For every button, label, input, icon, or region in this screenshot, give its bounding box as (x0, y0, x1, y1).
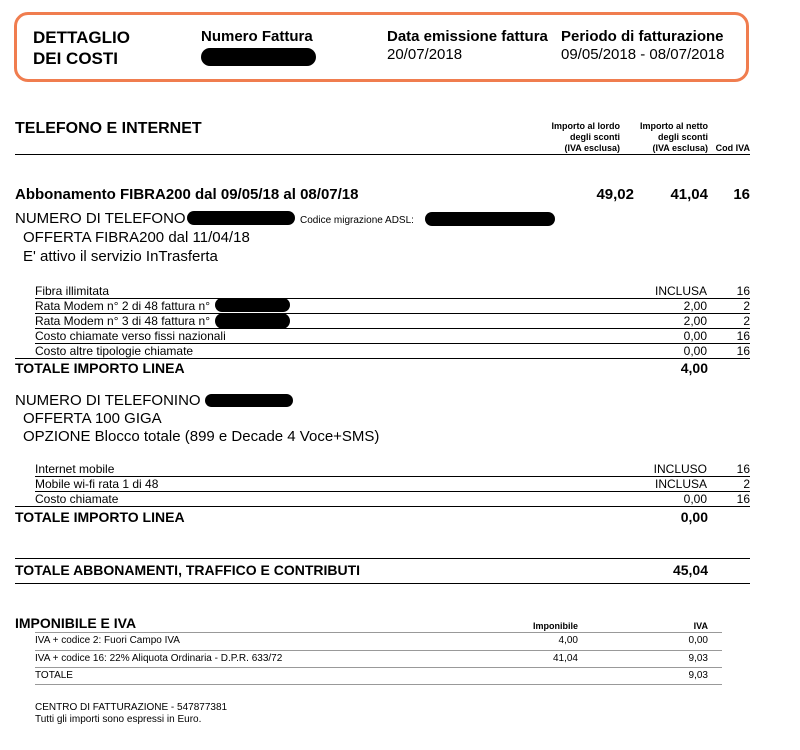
divider (15, 154, 750, 155)
line-item: Rata Modem n° 2 di 48 fattura n° 2,00 2 (35, 299, 750, 313)
offer-label: OFFERTA FIBRA200 dal 11/04/18 (23, 229, 250, 246)
column-header-taxable: Imponibile (533, 621, 578, 631)
section-title-phone-internet: TELEFONO E INTERNET (15, 120, 202, 137)
subscription-label: Abbonamento FIBRA200 dal 09/05/18 al 08/07/18 (15, 186, 359, 203)
divider (15, 583, 750, 584)
subscription-vat-code: 16 (733, 186, 750, 203)
divider (35, 667, 722, 668)
redacted-migration-code (425, 212, 555, 226)
divider (35, 650, 722, 651)
currency-note: Tutti gli importi sono espressi in Euro. (35, 714, 202, 725)
grand-total-value: 45,04 (672, 562, 708, 578)
grand-total-label: TOTALE ABBONAMENTI, TRAFFICO E CONTRIBUTI (15, 562, 361, 578)
option-label: OPZIONE Blocco totale (899 e Decade 4 Voce+SMS) (23, 428, 380, 445)
offer-label: OFFERTA 100 GIGA (23, 410, 162, 427)
divider (35, 632, 722, 633)
subscription-net: 41,04 (670, 186, 708, 203)
redacted-invoice-number (201, 48, 316, 66)
column-header-vat-code: Cod IVA (715, 143, 750, 153)
issue-date-label: Data emissione fattura (387, 28, 548, 45)
column-header-vat: IVA (693, 621, 708, 631)
line-item: Costo chiamate 0,00 16 (35, 492, 750, 506)
subscription-gross: 49,02 (596, 186, 634, 203)
line-item: Mobile wi-fi rata 1 di 48 INCLUSA 2 (35, 477, 750, 491)
line-item: Costo chiamate verso fissi nazionali 0,00 16 (35, 329, 750, 343)
service-label: E' attivo il servizio InTrasferta (23, 248, 218, 265)
tax-total-row: TOTALE 9,03 (35, 670, 708, 681)
billing-period: 09/05/2018 - 08/07/2018 (561, 46, 725, 63)
line-item: Rata Modem n° 3 di 48 fattura n° 2,00 2 (35, 314, 750, 328)
invoice-number-label: Numero Fattura (201, 28, 313, 45)
redacted-invoice-ref (215, 298, 290, 312)
billing-center: CENTRO DI FATTURAZIONE - 547877381 (35, 702, 228, 713)
tax-row: IVA + codice 2: Fuori Campo IVA 4,00 0,00 (35, 635, 708, 646)
tax-section-title: IMPONIBILE E IVA (15, 615, 137, 631)
phone-number-label: NUMERO DI TELEFONO (15, 210, 186, 227)
line-total-label: TOTALE IMPORTO LINEA (15, 360, 185, 376)
billing-period-label: Periodo di fatturazione (561, 28, 724, 45)
mobile-number-label: NUMERO DI TELEFONINO (15, 392, 201, 409)
divider (15, 506, 750, 507)
line-item: Costo altre tipologie chiamate 0,00 16 (35, 344, 750, 358)
line-total-label: TOTALE IMPORTO LINEA (15, 509, 185, 525)
redacted-mobile-number (205, 394, 293, 407)
line-item: Fibra illimitata INCLUSA 16 (35, 284, 750, 298)
adsl-migration-label: Codice migrazione ADSL: (300, 215, 414, 226)
line-item: Internet mobile INCLUSO 16 (35, 462, 750, 476)
redacted-phone-number (187, 211, 295, 225)
divider (35, 684, 722, 685)
issue-date: 20/07/2018 (387, 46, 463, 63)
column-header-net: Importo al netto degli sconti (IVA esclusa) (640, 121, 708, 153)
line-total-value: 4,00 (680, 360, 708, 376)
redacted-invoice-ref (215, 313, 290, 329)
line-total-value: 0,00 (680, 509, 708, 525)
divider (15, 558, 750, 559)
column-header-gross: Importo al lordo degli sconti (IVA esclusa) (551, 121, 620, 153)
divider (15, 358, 750, 359)
tax-row: IVA + codice 16: 22% Aliquota Ordinaria - D.P.R. 633/72 41,04 9,03 (35, 653, 708, 664)
header-title: DETTAGLIO DEI COSTI (33, 28, 130, 68)
